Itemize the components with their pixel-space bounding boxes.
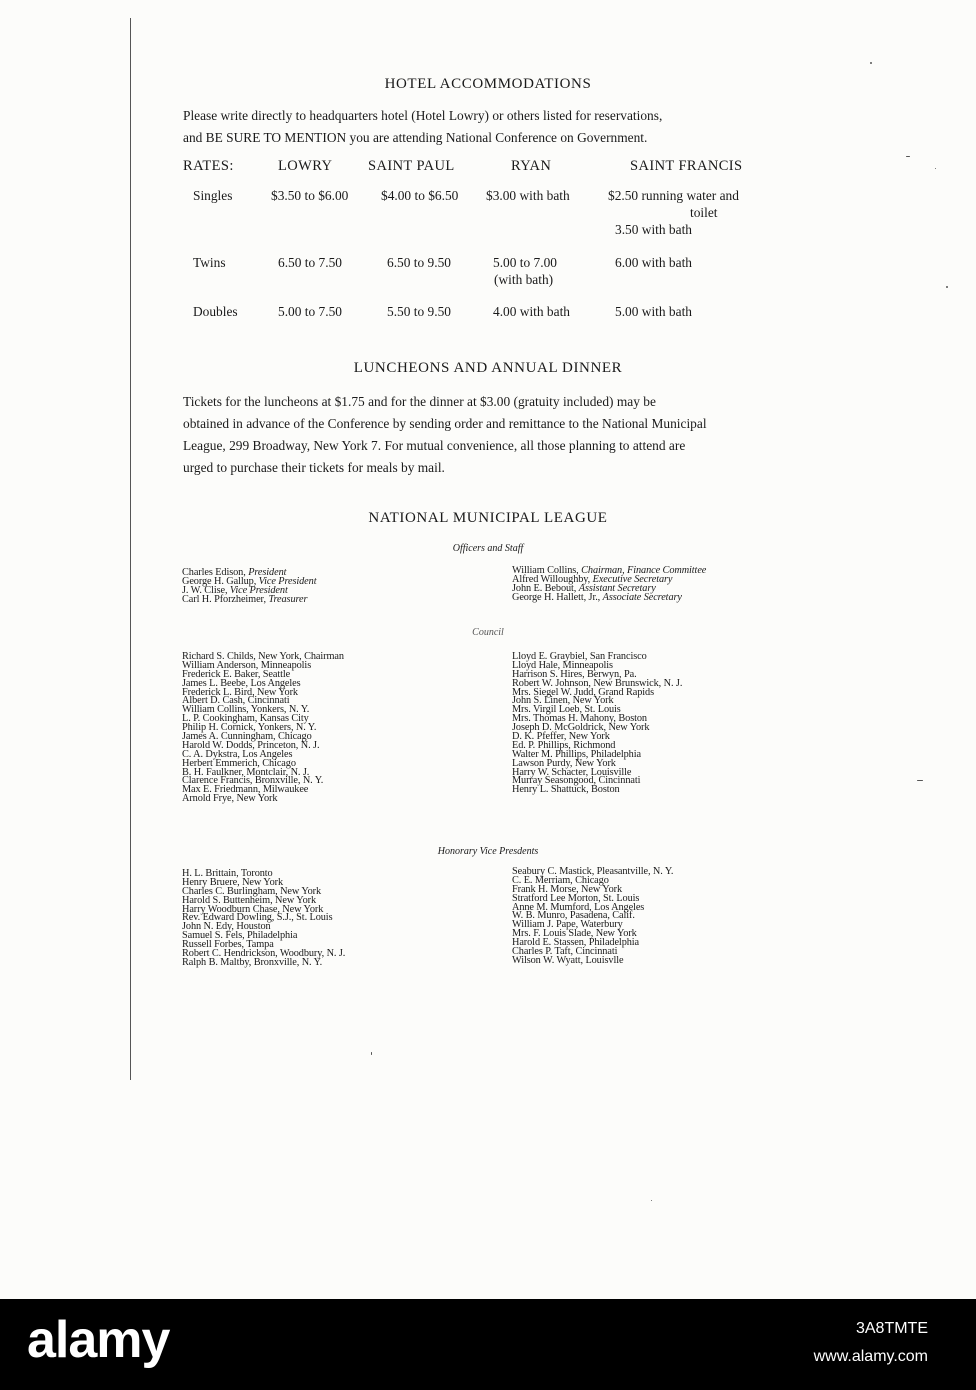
- member-entry: Walter M. Phillips, Philadelphia: [512, 748, 641, 760]
- member-entry: Clarence Francis, Bronxville, N. Y.: [182, 775, 324, 787]
- member-entry: Arnold Frye, New York: [182, 793, 278, 805]
- member-entry: Harold S. Buttenheim, New York: [182, 894, 317, 906]
- officer-entry: William Collins, Chairman, Finance Committee: [512, 565, 707, 576]
- twins-saint-francis: 6.00 with bath: [615, 255, 692, 270]
- member-entry: Murray Seasongood, Cincinnati: [512, 775, 641, 787]
- member-entry: Robert W. Johnson, New Brunswick, N. J.: [512, 677, 683, 689]
- member-entry: Lloyd Hale, Minneapolis: [512, 659, 613, 671]
- member-entry: Robert C. Hendrickson, Woodbury, N. J.: [182, 948, 346, 960]
- member-entry: B. H. Faulkner, Montclair, N. J.: [182, 766, 310, 778]
- member-entry: Mrs. Thomas H. Mahony, Boston: [512, 713, 647, 725]
- member-entry: Richard S. Childs, New York, Chairman: [182, 651, 344, 662]
- doubles-lowry: 5.00 to 7.50: [278, 304, 342, 319]
- member-entry: William Anderson, Minneapolis: [182, 659, 312, 671]
- officers-right-list: [512, 567, 706, 603]
- hotel-intro-line-1: Please write directly to headquarters hotel (Hotel Lowry) or others listed for reservations,: [183, 108, 663, 123]
- site-url: www.alamy.com: [813, 1348, 928, 1365]
- member-entry: Rev. Edward Dowling, S.J., St. Louis: [182, 912, 333, 924]
- scan-speck: [870, 62, 872, 64]
- hvp-heading: Honorary Vice Presdents: [437, 846, 539, 857]
- member-entry: Samuel S. Fels, Philadelphia: [182, 930, 298, 942]
- officer-entry: Alfred Willoughby, Executive Secretary: [512, 573, 673, 585]
- officer-entry: John E. Bebout, Assistant Secretary: [512, 582, 656, 594]
- luncheons-line-3: League, 299 Broadway, New York 7. For mutual convenience, all those planning to attend are: [183, 438, 686, 453]
- member-entry: Harrison S. Hires, Berwyn, Pa.: [512, 668, 637, 680]
- scan-speck: [935, 168, 936, 169]
- luncheons-line-4: urged to purchase their tickets for meals by mail.: [183, 460, 445, 475]
- doubles-label: Doubles: [193, 304, 238, 319]
- member-entry: Mrs. Virgil Loeb, St. Louis: [512, 704, 621, 716]
- officer-entry: J. W. Clise, Vice President: [182, 584, 288, 596]
- member-entry: Frederick L. Bird, New York: [182, 686, 298, 698]
- member-entry: Ralph B. Maltby, Bronxville, N. Y.: [182, 956, 323, 968]
- scan-speck: [651, 1200, 652, 1201]
- member-entry: Russell Forbes, Tampa: [182, 939, 274, 951]
- member-entry: James A. Cunningham, Chicago: [182, 731, 312, 743]
- member-entry: Philip H. Cornick, Yonkers, N. Y.: [182, 722, 317, 734]
- member-entry: William Collins, Yonkers, N. Y.: [182, 704, 310, 716]
- council-heading: Council: [472, 627, 504, 638]
- member-entry: William J. Pape, Waterbury: [512, 919, 623, 931]
- member-entry: Henry L. Shattuck, Boston: [512, 784, 620, 796]
- hvp-right-list: [512, 868, 673, 966]
- lowry-header: LOWRY: [278, 158, 333, 174]
- doubles-saint-francis: 5.00 with bath: [615, 304, 692, 319]
- member-entry: Seabury C. Mastick, Pleasantville, N. Y.: [512, 866, 674, 877]
- scan-speck: [917, 780, 923, 781]
- member-entry: Joseph D. McGoldrick, New York: [512, 722, 650, 734]
- member-entry: C. A. Dykstra, Los Angeles: [182, 748, 293, 760]
- officer-entry: Charles Edison, President: [182, 567, 287, 578]
- member-entry: Frederick E. Baker, Seattle: [182, 668, 291, 680]
- member-entry: Lloyd E. Graybiel, San Francisco: [512, 651, 647, 662]
- singles-lowry: $3.50 to $6.00: [271, 188, 349, 203]
- twins-label: Twins: [193, 255, 226, 270]
- member-entry: James L. Beebe, Los Angeles: [182, 677, 301, 689]
- singles-saint-francis-1: $2.50 running water and: [608, 188, 739, 203]
- member-entry: Max E. Friedmann, Milwaukee: [182, 784, 309, 796]
- scan-speck: [906, 156, 910, 157]
- member-entry: Harold W. Dodds, Princeton, N. J.: [182, 739, 320, 751]
- member-entry: Charles C. Burlingham, New York: [182, 885, 322, 897]
- saint-paul-header: SAINT PAUL: [368, 158, 455, 174]
- singles-ryan: $3.00 with bath: [486, 188, 570, 203]
- saint-francis-header: SAINT FRANCIS: [630, 158, 743, 174]
- member-entry: Herbert Emmerich, Chicago: [182, 757, 296, 769]
- council-right-list: [512, 653, 682, 795]
- member-entry: Mrs. F. Louis Slade, New York: [512, 928, 637, 940]
- member-entry: Charles P. Taft, Cincinnati: [512, 946, 618, 958]
- council-left-list: [182, 653, 344, 804]
- officer-entry: George H. Hallett, Jr., Associate Secretary: [512, 591, 682, 603]
- member-entry: Wilson W. Wyatt, Louisvlle: [512, 954, 624, 966]
- doubles-saint-paul: 5.50 to 9.50: [387, 304, 451, 319]
- officer-entry: George H. Gallup, Vice President: [182, 575, 317, 587]
- hotel-heading: HOTEL ACCOMMODATIONS: [384, 76, 592, 92]
- member-entry: W. B. Munro, Pasadena, Calif.: [512, 910, 635, 922]
- luncheons-line-1: Tickets for the luncheons at $1.75 and for the dinner at $3.00 (gratuity included) may be: [183, 394, 656, 409]
- singles-saint-paul: $4.00 to $6.50: [381, 188, 459, 203]
- stock-id: 3A8TMTE: [855, 1320, 928, 1337]
- member-entry: H. L. Brittain, Toronto: [182, 868, 273, 879]
- member-entry: D. K. Pfeffer, New York: [512, 731, 610, 743]
- member-entry: Mrs. Siegel W. Judd, Grand Rapids: [512, 686, 654, 698]
- doubles-ryan: 4.00 with bath: [493, 304, 570, 319]
- member-entry: C. E. Merriam, Chicago: [512, 874, 609, 886]
- luncheons-line-2: obtained in advance of the Conference by sending order and remittance to the National Municipal: [183, 416, 707, 431]
- scan-speck: [946, 286, 948, 288]
- singles-saint-francis-3: 3.50 with bath: [615, 222, 692, 237]
- luncheons-heading: LUNCHEONS AND ANNUAL DINNER: [353, 360, 623, 376]
- member-entry: Ed. P. Phillips, Richmond: [512, 739, 616, 751]
- member-entry: Lawson Purdy, New York: [512, 757, 616, 769]
- member-entry: Stratford Lee Morton, St. Louis: [512, 892, 640, 904]
- scan-speck: [371, 1052, 372, 1055]
- member-entry: John S. Linen, New York: [512, 695, 614, 707]
- member-entry: Harold E. Stassen, Philadelphia: [512, 937, 640, 949]
- member-entry: Henry Bruere, New York: [182, 876, 284, 888]
- singles-saint-francis-2: toilet: [690, 205, 718, 220]
- twins-saint-paul: 6.50 to 9.50: [387, 255, 451, 270]
- officer-entry: Carl H. Pforzheimer, Treasurer: [182, 593, 308, 605]
- hotel-intro-line-2: and BE SURE TO MENTION you are attending National Conference on Government.: [183, 130, 648, 145]
- member-entry: Harry W. Schacter, Louisville: [512, 766, 632, 778]
- ryan-header: RYAN: [511, 158, 552, 174]
- member-entry: Frank H. Morse, New York: [512, 883, 623, 895]
- rates-header: RATES:: [183, 158, 234, 174]
- member-entry: L. P. Cookingham, Kansas City: [182, 713, 309, 725]
- member-entry: Albert D. Cash, Cincinnati: [182, 695, 290, 707]
- hvp-left-list: [182, 870, 345, 968]
- member-entry: Anne M. Mumford, Los Angeles: [512, 901, 645, 913]
- league-heading: NATIONAL MUNICIPAL LEAGUE: [368, 510, 608, 526]
- twins-lowry: 6.50 to 7.50: [278, 255, 342, 270]
- member-entry: Harry Woodburn Chase, New York: [182, 903, 324, 915]
- singles-label: Singles: [193, 188, 233, 203]
- officers-left-list: [182, 569, 316, 605]
- member-entry: John N. Edy, Houston: [182, 921, 271, 933]
- officers-heading: Officers and Staff: [452, 543, 524, 554]
- twins-ryan-2: (with bath): [494, 272, 554, 287]
- alamy-logo: alamy: [27, 1311, 170, 1369]
- twins-ryan-1: 5.00 to 7.00: [493, 255, 557, 270]
